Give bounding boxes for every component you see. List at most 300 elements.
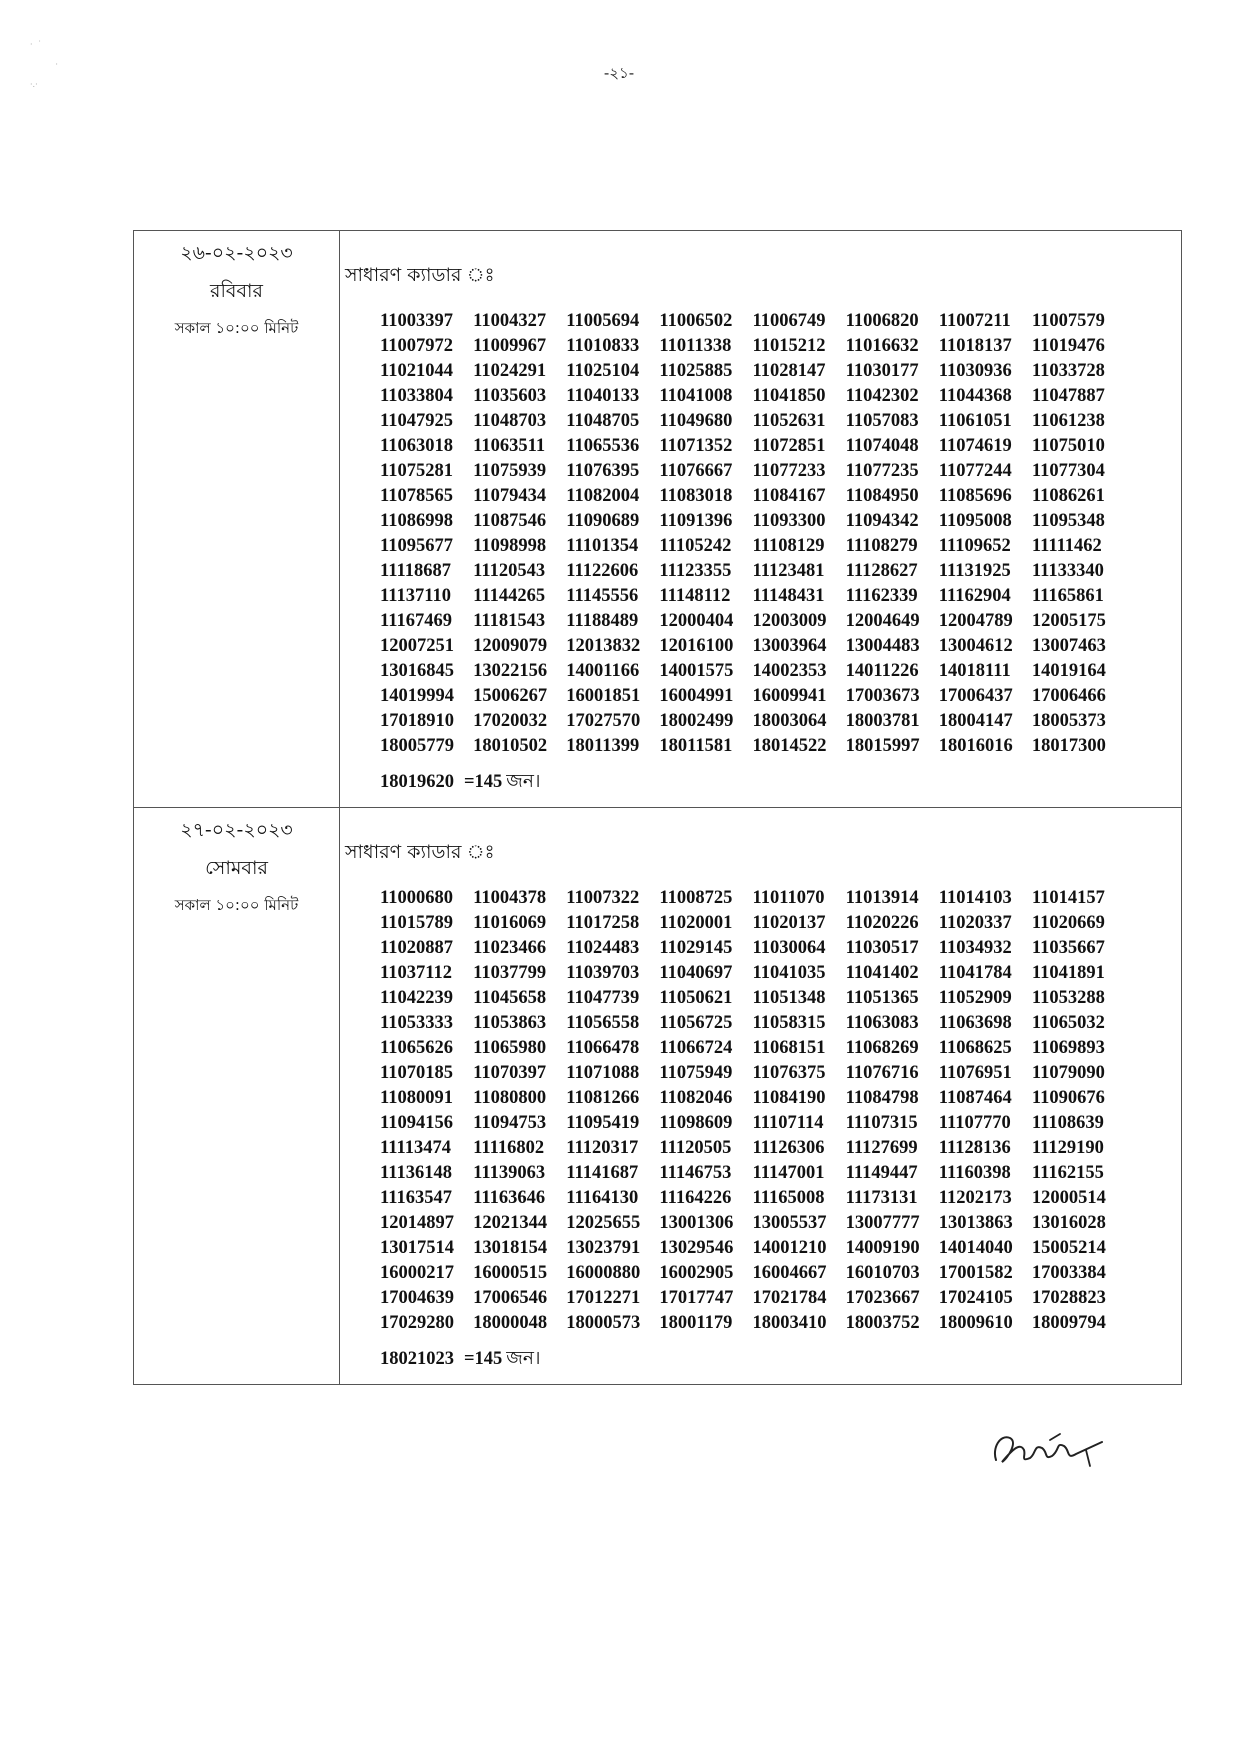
roll-number: 14001166 — [566, 661, 640, 681]
roll-number: 11133340 — [1031, 561, 1104, 581]
roll-number: 14018111 — [938, 661, 1011, 681]
roll-number: 12016100 — [659, 636, 734, 656]
roll-number: 18003410 — [752, 1313, 827, 1333]
roll-number: 12003009 — [752, 611, 827, 631]
roll-number: 11041035 — [752, 963, 826, 983]
roll-number: 11071088 — [566, 1063, 640, 1083]
roll-number: 16000880 — [566, 1263, 641, 1283]
roll-number: 11108129 — [752, 536, 825, 556]
roll-number: 11004378 — [473, 888, 547, 908]
roll-number: 11047739 — [566, 988, 640, 1008]
roll-number: 11024291 — [473, 361, 547, 381]
roll-number: 17023667 — [845, 1288, 920, 1308]
roll-number: 18019620 — [380, 772, 454, 792]
roll-number: 13003964 — [752, 636, 827, 656]
cadre-label: সাধারণ ক্যাডার ঃ — [345, 841, 495, 863]
roll-number: 14019164 — [1031, 661, 1106, 681]
roll-number: 11123481 — [752, 561, 825, 581]
roll-number: 11020887 — [380, 938, 453, 958]
roll-number: 11041850 — [752, 386, 826, 406]
roll-number: 13013863 — [938, 1213, 1013, 1233]
roll-number: 11037799 — [473, 963, 547, 983]
roll-number: 11091396 — [659, 511, 733, 531]
roll-number: 12000514 — [1031, 1188, 1106, 1208]
roll-number: 11082004 — [566, 486, 640, 506]
roll-number: 11120505 — [659, 1138, 732, 1158]
roll-number: 17006466 — [1031, 686, 1106, 706]
roll-number: 11039703 — [566, 963, 640, 983]
roll-number: 11065032 — [1031, 1013, 1105, 1033]
roll-number: 17027570 — [566, 711, 641, 731]
total-suffix: জন। — [506, 771, 541, 792]
roll-number: 11065626 — [380, 1038, 453, 1058]
roll-number: 18005779 — [380, 736, 454, 756]
roll-number: 11061238 — [1031, 411, 1105, 431]
roll-number: 11107315 — [845, 1113, 918, 1133]
roll-number: 16010703 — [845, 1263, 920, 1283]
roll-number: 11028147 — [752, 361, 826, 381]
roll-number: 11007322 — [566, 888, 640, 908]
roll-number: 11162904 — [938, 586, 1011, 606]
roll-number: 11075281 — [380, 461, 453, 481]
roll-number: 11040697 — [659, 963, 733, 983]
roll-number: 11063083 — [845, 1013, 919, 1033]
roll-number: 15005214 — [1031, 1238, 1106, 1258]
roll-number: 12021344 — [473, 1213, 548, 1233]
roll-number: 11030177 — [845, 361, 919, 381]
roll-number: 11042302 — [845, 386, 919, 406]
total-line — [380, 1346, 1181, 1372]
roll-number: 11013914 — [845, 888, 919, 908]
exam-time: সকাল ১০:০০ মিনিট — [174, 319, 299, 337]
roll-number: 11084950 — [845, 486, 919, 506]
roll-number: 18010502 — [473, 736, 548, 756]
roll-number: 11093300 — [752, 511, 826, 531]
roll-number: 13016028 — [1031, 1213, 1106, 1233]
roll-number: 11164130 — [566, 1188, 639, 1208]
total-count: =145 — [464, 772, 503, 792]
roll-number: 11007579 — [1031, 311, 1105, 331]
roll-number: 11188489 — [566, 611, 639, 631]
roll-number: 11047887 — [1031, 386, 1105, 406]
roll-number: 11025885 — [659, 361, 733, 381]
roll-number: 11147001 — [752, 1163, 825, 1183]
total-line — [380, 769, 1181, 795]
roll-number: 18009794 — [1031, 1313, 1106, 1333]
roll-number: 11007211 — [938, 311, 1011, 331]
roll-number: 11081266 — [566, 1088, 640, 1108]
roll-number: 13004483 — [845, 636, 920, 656]
roll-number: 11019476 — [1031, 336, 1105, 356]
roll-number: 18016016 — [938, 736, 1013, 756]
roll-number: 13007777 — [845, 1213, 920, 1233]
roll-number: 12007251 — [380, 636, 454, 656]
roll-number: 14001210 — [752, 1238, 827, 1258]
roll-number: 13023791 — [566, 1238, 641, 1258]
roll-number: 11148112 — [659, 586, 731, 606]
roll-number: 11108279 — [845, 536, 918, 556]
date-cell — [134, 808, 340, 1385]
roll-number: 18000573 — [566, 1313, 641, 1333]
roll-number: 18001179 — [659, 1313, 733, 1333]
roll-number: 11068151 — [752, 1038, 826, 1058]
roll-number: 11095008 — [938, 511, 1012, 531]
roll-number: 16004667 — [752, 1263, 827, 1283]
roll-number: 12025655 — [566, 1213, 641, 1233]
roll-number: 11165861 — [1031, 586, 1104, 606]
roll-number: 11008725 — [659, 888, 733, 908]
roll-number: 14011226 — [845, 661, 919, 681]
roll-number: 11113474 — [380, 1138, 451, 1158]
total-count: =145 — [464, 1349, 503, 1369]
roll-number: 18021023 — [380, 1349, 454, 1369]
roll-number: 11015789 — [380, 913, 453, 933]
roll-number: 11010833 — [566, 336, 640, 356]
roll-number: 11075010 — [1031, 436, 1105, 456]
roll-number: 18015997 — [845, 736, 920, 756]
roll-number: 18009610 — [938, 1313, 1013, 1333]
roll-number: 17012271 — [566, 1288, 641, 1308]
roll-number: 11164226 — [659, 1188, 732, 1208]
roll-number: 11095677 — [380, 536, 453, 556]
roll-number: 18003781 — [845, 711, 920, 731]
schedule-row — [134, 231, 1182, 808]
roll-number: 11094156 — [380, 1113, 453, 1133]
roll-number: 11107770 — [938, 1113, 1011, 1133]
roll-number: 11065980 — [473, 1038, 547, 1058]
roll-number: 11083018 — [659, 486, 733, 506]
roll-number: 11077304 — [1031, 461, 1105, 481]
roll-number: 11116802 — [473, 1138, 545, 1158]
signature-image — [990, 1420, 1110, 1480]
roll-number: 11109652 — [938, 536, 1011, 556]
roll-number: 11023466 — [473, 938, 547, 958]
roll-number: 11071352 — [659, 436, 733, 456]
roll-number: 11163547 — [380, 1188, 452, 1208]
roll-number: 11077233 — [752, 461, 826, 481]
roll-number: 11021044 — [380, 361, 453, 381]
roll-number: 11072851 — [752, 436, 826, 456]
roll-number: 11070397 — [473, 1063, 547, 1083]
roll-number: 11076395 — [566, 461, 640, 481]
exam-date: ২৬-০২-২০২৩ — [180, 242, 293, 264]
roll-number: 16000515 — [473, 1263, 548, 1283]
roll-number: 11030517 — [845, 938, 919, 958]
roll-number: 11006749 — [752, 311, 826, 331]
roll-number: 16001851 — [566, 686, 641, 706]
roll-number: 11066724 — [659, 1038, 733, 1058]
roll-number: 11075939 — [473, 461, 547, 481]
roll-number: 11068269 — [845, 1038, 919, 1058]
roll-number: 11041891 — [1031, 963, 1105, 983]
roll-number: 16002905 — [659, 1263, 734, 1283]
roll-number: 11005694 — [566, 311, 640, 331]
roll-number: 11090689 — [566, 511, 640, 531]
roll-number: 18002499 — [659, 711, 734, 731]
roll-number: 12014897 — [380, 1213, 454, 1233]
roll-number: 17018910 — [380, 711, 454, 731]
roll-number: 11033804 — [380, 386, 453, 406]
schedule-row — [134, 808, 1182, 1385]
roll-number: 11056725 — [659, 1013, 733, 1033]
roll-number: 17004639 — [380, 1288, 454, 1308]
roll-number: 11024483 — [566, 938, 640, 958]
roll-number: 11053333 — [380, 1013, 453, 1033]
roll-number: 11014103 — [938, 888, 1012, 908]
roll-number: 11044368 — [938, 386, 1012, 406]
roll-number: 11052909 — [938, 988, 1012, 1008]
roll-number: 11069893 — [1031, 1038, 1105, 1058]
roll-number: 11033728 — [1031, 361, 1105, 381]
roll-number: 14019994 — [380, 686, 454, 706]
roll-number: 11165008 — [752, 1188, 825, 1208]
roll-number: 18004147 — [938, 711, 1013, 731]
roll-number: 11162155 — [1031, 1163, 1104, 1183]
roll-number: 17029280 — [380, 1313, 454, 1333]
roll-number: 11137110 — [380, 586, 451, 606]
roll-number: 18003064 — [752, 711, 827, 731]
roll-number: 11041008 — [659, 386, 733, 406]
roll-number: 11007972 — [380, 336, 453, 356]
roll-number: 11084798 — [845, 1088, 919, 1108]
roll-number: 13001306 — [659, 1213, 734, 1233]
roll-number: 11118687 — [380, 561, 451, 581]
roll-number: 11065536 — [566, 436, 640, 456]
roll-number: 11160398 — [938, 1163, 1011, 1183]
roll-number: 12013832 — [566, 636, 641, 656]
scan-specks: · ˙ · ·.· — [30, 40, 58, 89]
roll-number: 11035603 — [473, 386, 547, 406]
roll-number: 16009941 — [752, 686, 827, 706]
roll-number: 11070185 — [380, 1063, 453, 1083]
roll-number: 11141687 — [566, 1163, 639, 1183]
roll-number: 11076375 — [752, 1063, 826, 1083]
roll-number: 11139063 — [473, 1163, 546, 1183]
roll-number: 11202173 — [938, 1188, 1012, 1208]
roll-number: 11095419 — [566, 1113, 640, 1133]
roll-number: 11035667 — [1031, 938, 1105, 958]
roll-number: 11052631 — [752, 411, 826, 431]
roll-number: 11080800 — [473, 1088, 547, 1108]
roll-number: 11016069 — [473, 913, 547, 933]
roll-number: 11145556 — [566, 586, 639, 606]
exam-date: ২৭-০২-২০২৩ — [180, 819, 293, 841]
roll-number: 11020337 — [938, 913, 1012, 933]
roll-number: 11042239 — [380, 988, 453, 1008]
roll-number: 11163646 — [473, 1188, 546, 1208]
roll-number: 11144265 — [473, 586, 546, 606]
exam-weekday: সোমবার — [205, 857, 268, 879]
roll-number: 11051365 — [845, 988, 919, 1008]
roll-number: 17021784 — [752, 1288, 827, 1308]
roll-number: 13018154 — [473, 1238, 548, 1258]
roll-number: 11077235 — [845, 461, 919, 481]
roll-number: 11075949 — [659, 1063, 733, 1083]
roll-number: 11080091 — [380, 1088, 453, 1108]
roll-number: 18017300 — [1031, 736, 1106, 756]
roll-number: 11120543 — [473, 561, 546, 581]
roll-number: 11011338 — [659, 336, 732, 356]
roll-number: 11050621 — [659, 988, 733, 1008]
roll-number: 11085696 — [938, 486, 1012, 506]
roll-number: 11045658 — [473, 988, 547, 1008]
roll-number: 11087546 — [473, 511, 547, 531]
roll-number: 11149447 — [845, 1163, 918, 1183]
roll-number: 11148431 — [752, 586, 825, 606]
roll-number: 11030064 — [752, 938, 826, 958]
roll-number: 11131925 — [938, 561, 1011, 581]
roll-number: 11098609 — [659, 1113, 733, 1133]
roll-number: 11079434 — [473, 486, 547, 506]
roll-number: 11095348 — [1031, 511, 1105, 531]
roll-number: 11128136 — [938, 1138, 1011, 1158]
roll-number: 13029546 — [659, 1238, 734, 1258]
roll-number: 11094342 — [845, 511, 919, 531]
roll-number: 11078565 — [380, 486, 453, 506]
roll-number: 11077244 — [938, 461, 1012, 481]
roll-number: 11004327 — [473, 311, 547, 331]
roll-number: 11041784 — [938, 963, 1012, 983]
roll-number: 18011399 — [566, 736, 640, 756]
roll-number: 11000680 — [380, 888, 453, 908]
roll-number: 13004612 — [938, 636, 1013, 656]
roll-number: 18000048 — [473, 1313, 548, 1333]
roll-number: 11090676 — [1031, 1088, 1105, 1108]
roll-number: 11057083 — [845, 411, 919, 431]
roll-number: 16004991 — [659, 686, 734, 706]
roll-number: 11029145 — [659, 938, 733, 958]
candidates-cell — [340, 231, 1182, 808]
roll-number: 11074619 — [938, 436, 1012, 456]
roll-number: 11162339 — [845, 586, 918, 606]
roll-number: 11034932 — [938, 938, 1012, 958]
roll-number: 13016845 — [380, 661, 454, 681]
roll-number: 11030936 — [938, 361, 1012, 381]
roll-number: 13005537 — [752, 1213, 827, 1233]
roll-number: 11122606 — [566, 561, 639, 581]
roll-number: 11041402 — [845, 963, 919, 983]
roll-number: 11111462 — [1031, 536, 1102, 556]
roll-number: 17028823 — [1031, 1288, 1106, 1308]
roll-number: 11087464 — [938, 1088, 1012, 1108]
roll-number: 11058315 — [752, 1013, 826, 1033]
roll-number: 11018137 — [938, 336, 1012, 356]
roll-number: 11048705 — [566, 411, 640, 431]
roll-number: 18003752 — [845, 1313, 920, 1333]
roll-number: 11020001 — [659, 913, 733, 933]
roll-number: 11127699 — [845, 1138, 918, 1158]
roll-number: 11009967 — [473, 336, 547, 356]
exam-schedule-table — [133, 230, 1182, 1385]
roll-number: 11076667 — [659, 461, 733, 481]
roll-number: 11167469 — [380, 611, 452, 631]
roll-number: 11108639 — [1031, 1113, 1104, 1133]
roll-number: 11086998 — [380, 511, 453, 531]
total-suffix: জন। — [506, 1348, 541, 1369]
roll-number: 11011070 — [752, 888, 825, 908]
candidates-cell — [340, 808, 1182, 1385]
roll-number: 15006267 — [473, 686, 548, 706]
roll-number: 13022156 — [473, 661, 548, 681]
roll-number: 11101354 — [566, 536, 639, 556]
exam-weekday: রবিবার — [210, 280, 263, 302]
roll-number: 11053288 — [1031, 988, 1105, 1008]
roll-number: 11003397 — [380, 311, 453, 331]
roll-number: 11107114 — [752, 1113, 824, 1133]
roll-number: 11047925 — [380, 411, 453, 431]
roll-number: 14002353 — [752, 661, 827, 681]
roll-number: 11066478 — [566, 1038, 640, 1058]
roll-number: 11053863 — [473, 1013, 547, 1033]
roll-number: 17003384 — [1031, 1263, 1106, 1283]
roll-number: 18011581 — [659, 736, 733, 756]
roll-number: 11025104 — [566, 361, 640, 381]
roll-number: 11086261 — [1031, 486, 1105, 506]
roll-number: 11084190 — [752, 1088, 826, 1108]
roll-number: 17006546 — [473, 1288, 548, 1308]
roll-number: 11098998 — [473, 536, 547, 556]
roll-number: 11082046 — [659, 1088, 733, 1108]
roll-number: 16000217 — [380, 1263, 454, 1283]
roll-number: 17006437 — [938, 686, 1013, 706]
roll-number: 11037112 — [380, 963, 452, 983]
exam-time: সকাল ১০:০০ মিনিট — [174, 896, 299, 914]
roll-number: 14009190 — [845, 1238, 920, 1258]
roll-number: 18014522 — [752, 736, 827, 756]
roll-number: 11063698 — [938, 1013, 1012, 1033]
roll-number: 12004789 — [938, 611, 1013, 631]
date-cell — [134, 231, 340, 808]
roll-number: 11006502 — [659, 311, 733, 331]
roll-number: 11105242 — [659, 536, 732, 556]
roll-number: 11061051 — [938, 411, 1012, 431]
roll-number: 12004649 — [845, 611, 920, 631]
roll-number: 11094753 — [473, 1113, 547, 1133]
roll-number: 11084167 — [752, 486, 826, 506]
roll-number: 11049680 — [659, 411, 733, 431]
roll-number: 12000404 — [659, 611, 734, 631]
roll-number: 17020032 — [473, 711, 548, 731]
roll-number: 11076951 — [938, 1063, 1012, 1083]
roll-number: 14014040 — [938, 1238, 1013, 1258]
roll-number-grid — [380, 886, 1125, 1336]
roll-number: 11128627 — [845, 561, 918, 581]
roll-number: 14001575 — [659, 661, 734, 681]
roll-number: 11020137 — [752, 913, 826, 933]
roll-number: 11146753 — [659, 1163, 732, 1183]
roll-number: 11063018 — [380, 436, 453, 456]
page-number: -২১- — [603, 64, 635, 82]
roll-number: 11020669 — [1031, 913, 1105, 933]
roll-number: 11079090 — [1031, 1063, 1105, 1083]
roll-number: 17001582 — [938, 1263, 1013, 1283]
roll-number: 11123355 — [659, 561, 732, 581]
roll-number: 11051348 — [752, 988, 826, 1008]
roll-number: 11126306 — [752, 1138, 825, 1158]
roll-number: 11014157 — [1031, 888, 1105, 908]
roll-number: 11068625 — [938, 1038, 1012, 1058]
roll-number: 17003673 — [845, 686, 920, 706]
cadre-label: সাধারণ ক্যাডার ঃ — [345, 264, 495, 286]
roll-number: 11129190 — [1031, 1138, 1104, 1158]
roll-number: 11136148 — [380, 1163, 452, 1183]
roll-number: 17024105 — [938, 1288, 1013, 1308]
roll-number: 11056558 — [566, 1013, 640, 1033]
roll-number: 11063511 — [473, 436, 546, 456]
roll-number: 12009079 — [473, 636, 548, 656]
roll-number: 13007463 — [1031, 636, 1106, 656]
roll-number: 11015212 — [752, 336, 826, 356]
